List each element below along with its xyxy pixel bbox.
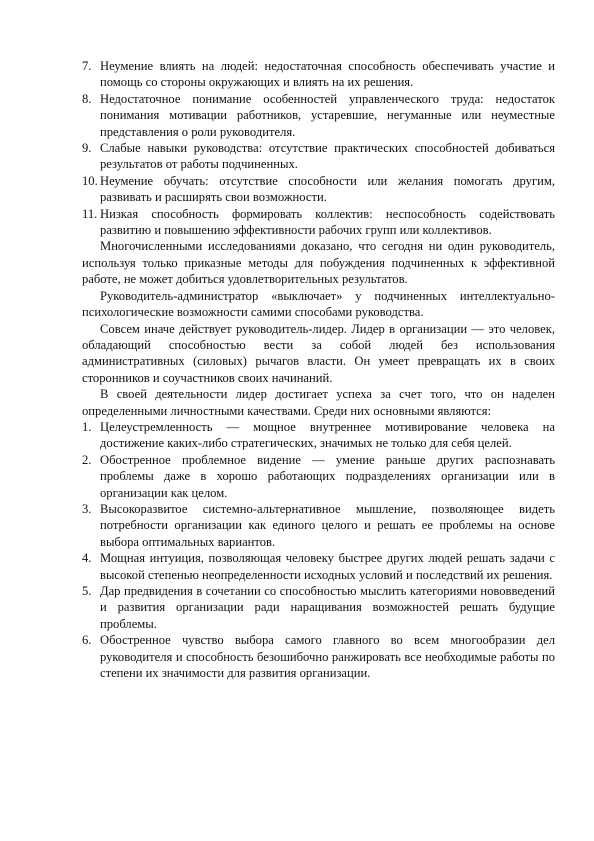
list-item-text: Целеустремленность — мощное внутреннее мотивирование человека на достижение каких-либо стратегических, значимых не только для себя целей. (100, 419, 555, 451)
list-item (82, 206, 555, 239)
list-item-number: 9. (82, 141, 92, 156)
list-bottom (82, 419, 555, 682)
list-item (82, 419, 555, 452)
list-top (82, 58, 555, 238)
list-item-number: 10. (82, 173, 98, 188)
list-item-number: 4. (82, 551, 92, 566)
list-item-number: 5. (82, 584, 92, 598)
list-item-number: 1. (82, 419, 92, 434)
list-item-number: 2. (82, 452, 92, 467)
list-item (82, 452, 555, 501)
list-item-text: Слабые навыки руководства: отсутствие практических способностей добиваться результатов от работы подчиненных. (100, 141, 555, 172)
list-item-text: Недостаточное понимание особенностей управленческого труда: недостаток понимания мотивации работников, устаревшие, негуманные или неуместные представления о роли руководителя. (100, 91, 555, 139)
list-item (82, 632, 555, 681)
list-item-number: 3. (82, 501, 92, 516)
document-page (82, 58, 555, 681)
list-item (82, 173, 555, 206)
list-item-text: Высокоразвитое системно-альтернативное мышление, позволяющее видеть потребности организации как единого целого и решать ее проблемы на основе выбора оптимальных вариантов. (100, 501, 555, 549)
list-item-text: Низкая способность формировать коллектив: неспособность содействовать развитию и повышению эффективности рабочих групп или коллективов. (100, 206, 555, 238)
list-item-text: Неумение обучать: отсутствие способности или желания помогать другим, развивать и расширять свои возможности. (100, 173, 555, 205)
list-item-text: Обостренное чувство выбора самого главного во всем многообразии дел руководителя и способность безошибочно ранжировать все необходимые работы по степени их значимости для развития организации. (100, 633, 555, 681)
paragraph: Многочисленными исследованиями доказано, что сегодня ни один руководитель, используя только приказные методы для побуждения подчиненных к эффективной работе, не может добиться удовлетворительных результатов. (82, 239, 555, 287)
paragraph: В своей деятельности лидер достигает успеха за счет того, что он наделен определенными личностными качествами. Среди них основными являются: (82, 387, 555, 418)
list-item (82, 501, 555, 550)
list-item (82, 550, 555, 583)
list-item-number: 11. (82, 206, 98, 221)
list-item (82, 58, 555, 91)
paragraph: Руководитель-администратор «выключает» у подчиненных интеллектуально-психологические возможности самими способами руководства. (82, 288, 555, 320)
list-item-text: Неумение влиять на людей: недостаточная способность обеспечивать участие и помощь со стороны окружающих и влиять на их решения. (100, 59, 555, 90)
list-item-number: 8. (82, 91, 92, 106)
list-item (82, 583, 555, 632)
list-item (82, 91, 555, 140)
list-item-number: 6. (82, 633, 92, 648)
list-item-text: Дар предвидения в сочетании со способностью мыслить категориями нововведений и развития организации ради наращивания возможностей решать будущие проблемы. (100, 584, 555, 631)
list-item-number: 7. (82, 59, 92, 73)
list-item-text: Обостренное проблемное видение — умение раньше других распознавать проблемы даже в хорошо работающих подразделениях организации или в организации как целом. (100, 452, 555, 500)
list-item-text: Мощная интуиция, позволяющая человеку быстрее других людей решать задачи с высокой степенью неопределенности исходных условий и последствий их решения. (100, 551, 555, 582)
paragraph: Совсем иначе действует руководитель-лидер. Лидер в организации — это человек, обладающий способностью вести за собой людей без использования административных (силовых) рычагов власти. Он умеет превращать их в своих сторонников и соучастников своих начинаний. (82, 321, 555, 385)
list-item (82, 140, 555, 173)
